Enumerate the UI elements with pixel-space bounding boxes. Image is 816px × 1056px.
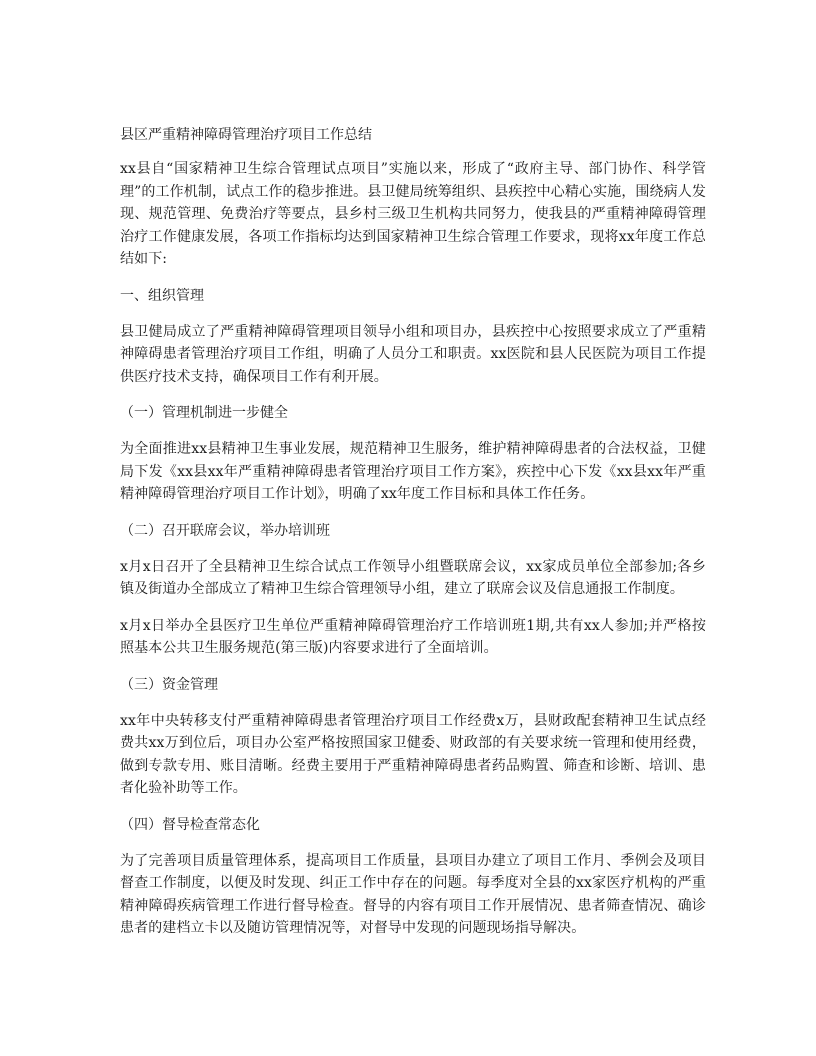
subsection-heading-mechanism: （一）管理机制进一步健全	[120, 405, 288, 421]
document-title: 县区严重精神障碍管理治疗项目工作总结	[120, 127, 372, 143]
subsection-heading-meeting-training: （二）召开联席会议，举办培训班	[120, 522, 330, 539]
training-paragraph: x月x日举办全县医疗卫生单位严重精神障碍管理治疗工作培训班1期,共有xx人参加;并严格按照基本公共卫生服务规范(第三版)内容要求进行了全面培训。	[120, 617, 706, 656]
intro-paragraph: xx县自“国家精神卫生综合管理试点项目”实施以来，形成了“政府主导、部门协作、科学管理”的工作机制，试点工作的稳步推进。县卫健局统筹组织、县疾控中心精心实施，围绕病人发现、规范管理、免费治疗等要点，县乡村三级卫生机构共同努力，使我县的严重精神障碍管理治疗工作健康发展，各项工作指标均达到国家精神卫生综合管理工作要求，现将xx年度工作总结如下:	[120, 161, 706, 267]
subsection-heading-funds: （三）资金管理	[120, 676, 218, 693]
meeting-paragraph: x月x日召开了全县精神卫生综合试点工作领导小组暨联席会议，xx家成员单位全部参加;各乡镇及街道办全部成立了精神卫生综合管理领导小组，建立了联席会议及信息通报工作制度。	[120, 558, 706, 597]
section-heading-organization: 一、组织管理	[120, 287, 204, 304]
funds-paragraph: xx年中央转移支付严重精神障碍患者管理治疗项目工作经费x万，县财政配套精神卫生试点经费共xx万到位后，项目办公室严格按照国家卫健委、财政部的有关要求统一管理和使用经费，做到专款专用、账目清晰。经费主要用于严重精神障碍患者药品购置、筛查和诊断、培训、患者化验补助等工作。	[120, 712, 706, 796]
organization-paragraph: 县卫健局成立了严重精神障碍管理项目领导小组和项目办，县疾控中心按照要求成立了严重精神障碍患者管理治疗项目工作组，明确了人员分工和职责。xx医院和县人民医院为项目工作提供医疗技术支持，确保项目工作有利开展。	[120, 323, 706, 385]
document-page	[120, 124, 706, 954]
supervision-paragraph: 为了完善项目质量管理体系，提高项目工作质量，县项目办建立了项目工作月、季例会及项目督查工作制度，以便及时发现、纠正工作中存在的问题。每季度对全县的xx家医疗机构的严重精神障碍疾病管理工作进行督导检查。督导的内容有项目工作开展情况、患者筛查情况、确诊患者的建档立卡以及随访管理情况等，对督导中发现的问题现场指导解决。	[120, 852, 706, 936]
subsection-heading-supervision: （四）督导检查常态化	[120, 816, 260, 833]
mechanism-paragraph: 为全面推进xx县精神卫生事业发展，规范精神卫生服务，维护精神障碍患者的合法权益，卫健局下发《xx县xx年严重精神障碍患者管理治疗项目工作方案》，疾控中心下发《xx县xx年严重精神障碍管理治疗项目工作计划》，明确了xx年度工作目标和具体工作任务。	[120, 441, 706, 502]
